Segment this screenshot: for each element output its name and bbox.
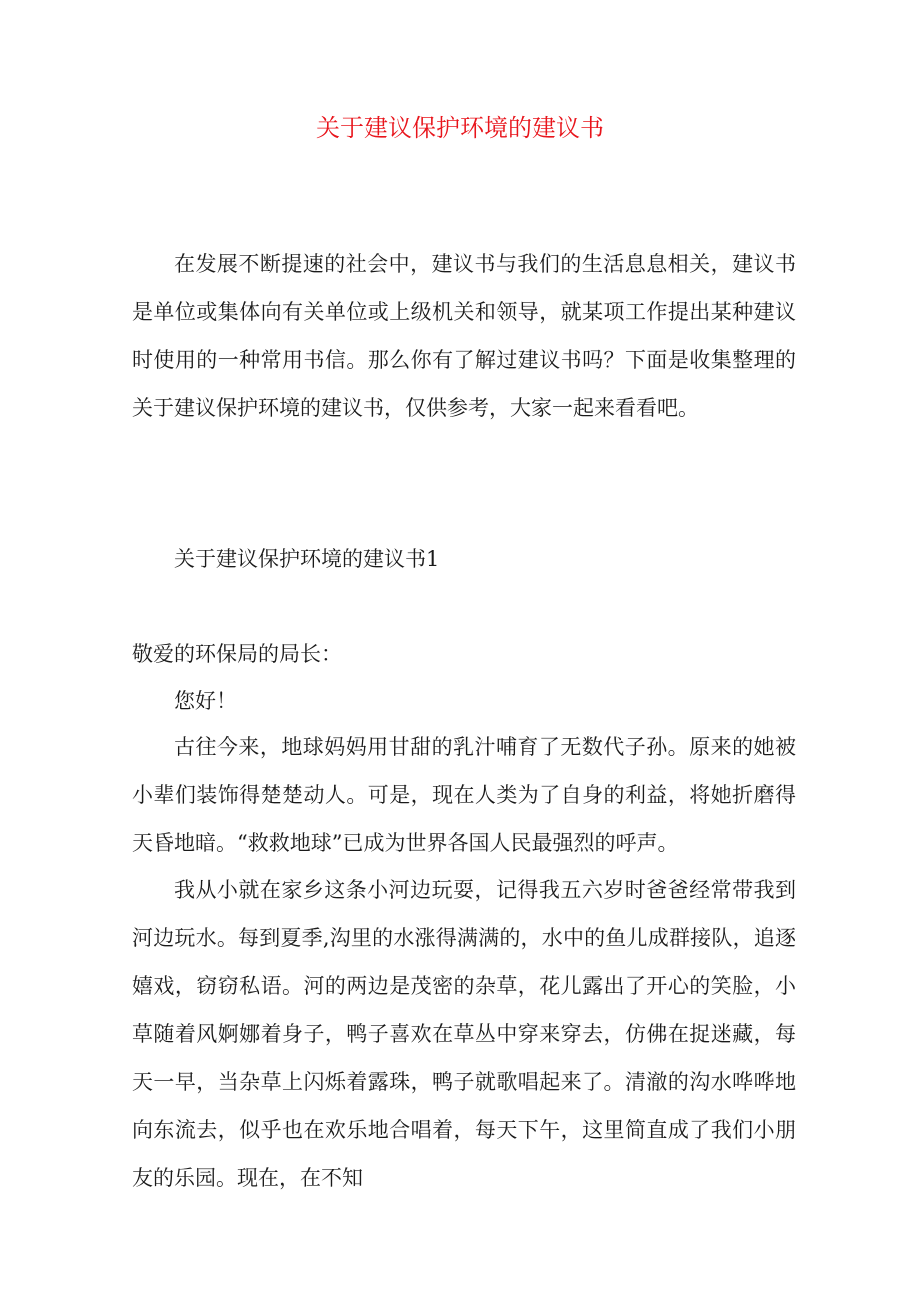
intro-paragraph: 在发展不断提速的社会中，建议书与我们的生活息息相关，建议书是单位或集体向有关单位或上级机关和领导，就某项工作提出某种建议时使用的一种常用书信。那么你有了解过建议书吗？下面是收集整理的关于建议保护环境的建议书，仅供参考，大家一起来看看吧。 [132,252,796,420]
letter-salutation: 敬爱的环保局的局长： [132,642,342,666]
letter-greeting: 您好！ [174,689,237,713]
body-paragraph-1: 古往今来，地球妈妈用甘甜的乳汁哺育了无数代子孙。原来的她被小辈们装饰得楚楚动人。可是，现在人类为了自身的利益，将她折磨得天昏地暗。“救救地球”已成为世界各国人民最强烈的呼声。 [132,735,796,855]
document-title: 关于建议保护环境的建议书 [316,114,604,142]
section-heading: 关于建议保护环境的建议书1 [174,547,440,571]
body-paragraph-2: 我从小就在家乡这条小河边玩耍，记得我五六岁时爸爸经常带我到河边玩水。每到夏季,沟里的水涨得满满的，水中的鱼儿成群接队，追逐嬉戏，窃窃私语。河的两边是茂密的杂草，花儿露出了开心的笑脸，小草随着风婀娜着身子，鸭子喜欢在草丛中穿来穿去，仿佛在捉迷藏，每天一早，当杂草上闪烁着露珠，鸭子就歌唱起来了。清澈的沟水哗哗地向东流去，似乎也在欢乐地合唱着，每天下午，这里简直成了我们小朋友的乐园。现在，在不知 [132,878,796,1190]
